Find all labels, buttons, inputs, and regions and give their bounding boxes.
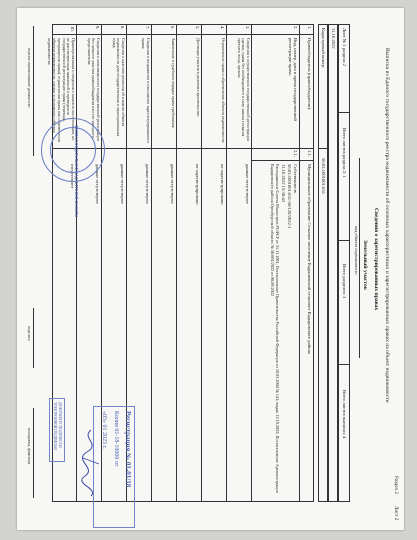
row-value: не зарегистрировано xyxy=(195,164,200,205)
meta-sheets-total: Всего листов выписки: 4 xyxy=(342,390,347,439)
row-value: данные отсутствуют xyxy=(120,164,125,204)
row-num-2: 2. xyxy=(293,26,298,30)
row-label: Заявленные в судебном порядке права требования: xyxy=(171,38,176,129)
holder-value: Муниципальное образование Сельское поселение Кадышевский сельсовет Кадыровского района xyxy=(307,164,312,354)
row-divider xyxy=(151,24,152,502)
footer-signature: подпись xyxy=(27,326,32,341)
row-divider xyxy=(176,24,177,502)
document-sheet xyxy=(17,8,404,530)
row-num: 9. xyxy=(95,26,100,30)
cadastral-row xyxy=(318,24,328,502)
row-label: Сведения о наличии решения об изъятии объекта недвижимости для государственных и муниципальных нужд: xyxy=(111,38,126,137)
meta-sections-total: Всего разделов: 3 xyxy=(342,264,347,299)
row-value: данные отсутствуют xyxy=(95,164,100,204)
reg-line3: «05» 01 2023 г. xyxy=(101,411,107,449)
row-label: Договоры участия в долевом строительстве: xyxy=(196,38,201,117)
rotated-page-content xyxy=(17,8,404,530)
row-num: 7. xyxy=(145,26,150,30)
row-num: 8. xyxy=(120,26,125,30)
row-value: данные отсутствуют xyxy=(170,164,175,204)
object-type-caption: вид объекта недвижимости xyxy=(354,226,359,275)
row-label: Сведения о невозможности государственной регистрации без личного участия правообладателя или его законного представителя: xyxy=(86,38,101,142)
sheet-label: Лист 2 xyxy=(393,506,398,521)
row-num-1: 1. xyxy=(307,26,312,30)
e-sign-stamp xyxy=(49,398,65,462)
cadastral-value: 56:03:1001001:831 xyxy=(321,158,326,194)
row-num: 3. xyxy=(245,26,250,30)
row-divider xyxy=(201,24,202,502)
object-value: Земельный участок xyxy=(362,240,368,290)
e-sign-line1: ДОКУМЕНТ ПОДПИСАН xyxy=(58,402,63,448)
holder-sub-num: 1.1. xyxy=(307,150,312,157)
row-value: отсутствуют xyxy=(70,164,75,189)
right-value-3: 11.10.2022 15:38:43 xyxy=(281,164,286,202)
right-sub-num: 2.1. xyxy=(293,150,298,157)
right-value-2: 56:03:1001001:831-56/120/2022-1 xyxy=(287,164,292,229)
row-label: Правопритязания и сведения о наличии поступивших, но не рассмотренных заявлений о проведении государственной регистрации права (перехода, прекращения права), ограничения права или обременения объекта недвижимости, сделки в отношении объекта недвижимости: xyxy=(47,38,76,142)
row-divider xyxy=(226,24,227,502)
row-num: 5. xyxy=(195,26,200,30)
main-title: Выписка из Единого государственного реестра недвижимости об основных характеристиках и зарегистрированных правах на объект недвижимости xyxy=(384,48,390,403)
round-seal-text: ФИЛИАЛ ФЕДЕРАЛЬНОЙ КАДАСТРОВОЙ ПАЛАТЫ xyxy=(74,125,78,217)
row-label: Ограничение права и обременение объекта недвижимости: xyxy=(221,38,226,144)
row-label: Сведения о осуществлении государственной регистрации сделки, права без необходимого в силу закона согласия третьего лица, органа: xyxy=(236,38,251,141)
row-num: 4. xyxy=(220,26,225,30)
row-num: 10. xyxy=(70,26,75,32)
cadastral-label: Кадастровый номер: xyxy=(321,28,326,69)
holder-label: Правообладатель (правообладатели): xyxy=(307,38,312,111)
footer-position: полное наименование должности xyxy=(27,48,32,108)
meta-date: 11.10.2022 xyxy=(331,28,336,49)
row-value: данные отсутствуют xyxy=(245,164,250,204)
row-value: не зарегистрировано xyxy=(220,164,225,205)
row-label: Сведения о возражении в отношении зарегистрированного права: xyxy=(141,38,151,144)
right-label: Вид, номер, дата и время государственной регистрации права: xyxy=(287,38,298,121)
date-row xyxy=(328,24,338,502)
reg-line1: Регистрация № 01-01/18 xyxy=(124,411,132,488)
row-num: 6. xyxy=(170,26,175,30)
footer-initials: инициалы, фамилия xyxy=(27,428,32,464)
meta-sheets-in-section: Всего листов раздела 2: 1 xyxy=(342,128,347,178)
handwritten-signature xyxy=(77,428,105,498)
reg-line2: Копия 01-18-10000 от xyxy=(113,411,119,467)
basis-text: Распоряжение Совета Министров РСФСР от 31.11.1991, Постановление Правительства Российской Федерации от 10.03.2004 № 141; выдан 12.10.2022; Постановление Администрации Кадыровского района Оренбургской области № 56/001/2022 от 08.09.2022 xyxy=(270,164,280,493)
e-sign-line2: ЭЛЕКТРОННОЙ ПОДПИСЬЮ xyxy=(53,402,57,451)
subtitle: Сведения о зарегистрированных правах xyxy=(373,208,379,311)
meta-sheet-no: Лист № 1 раздела 2 xyxy=(342,28,347,66)
row-value: данные отсутствуют xyxy=(145,164,150,204)
right-value-1: Собственность xyxy=(293,164,298,194)
section-label: Раздел 2 xyxy=(393,476,398,494)
